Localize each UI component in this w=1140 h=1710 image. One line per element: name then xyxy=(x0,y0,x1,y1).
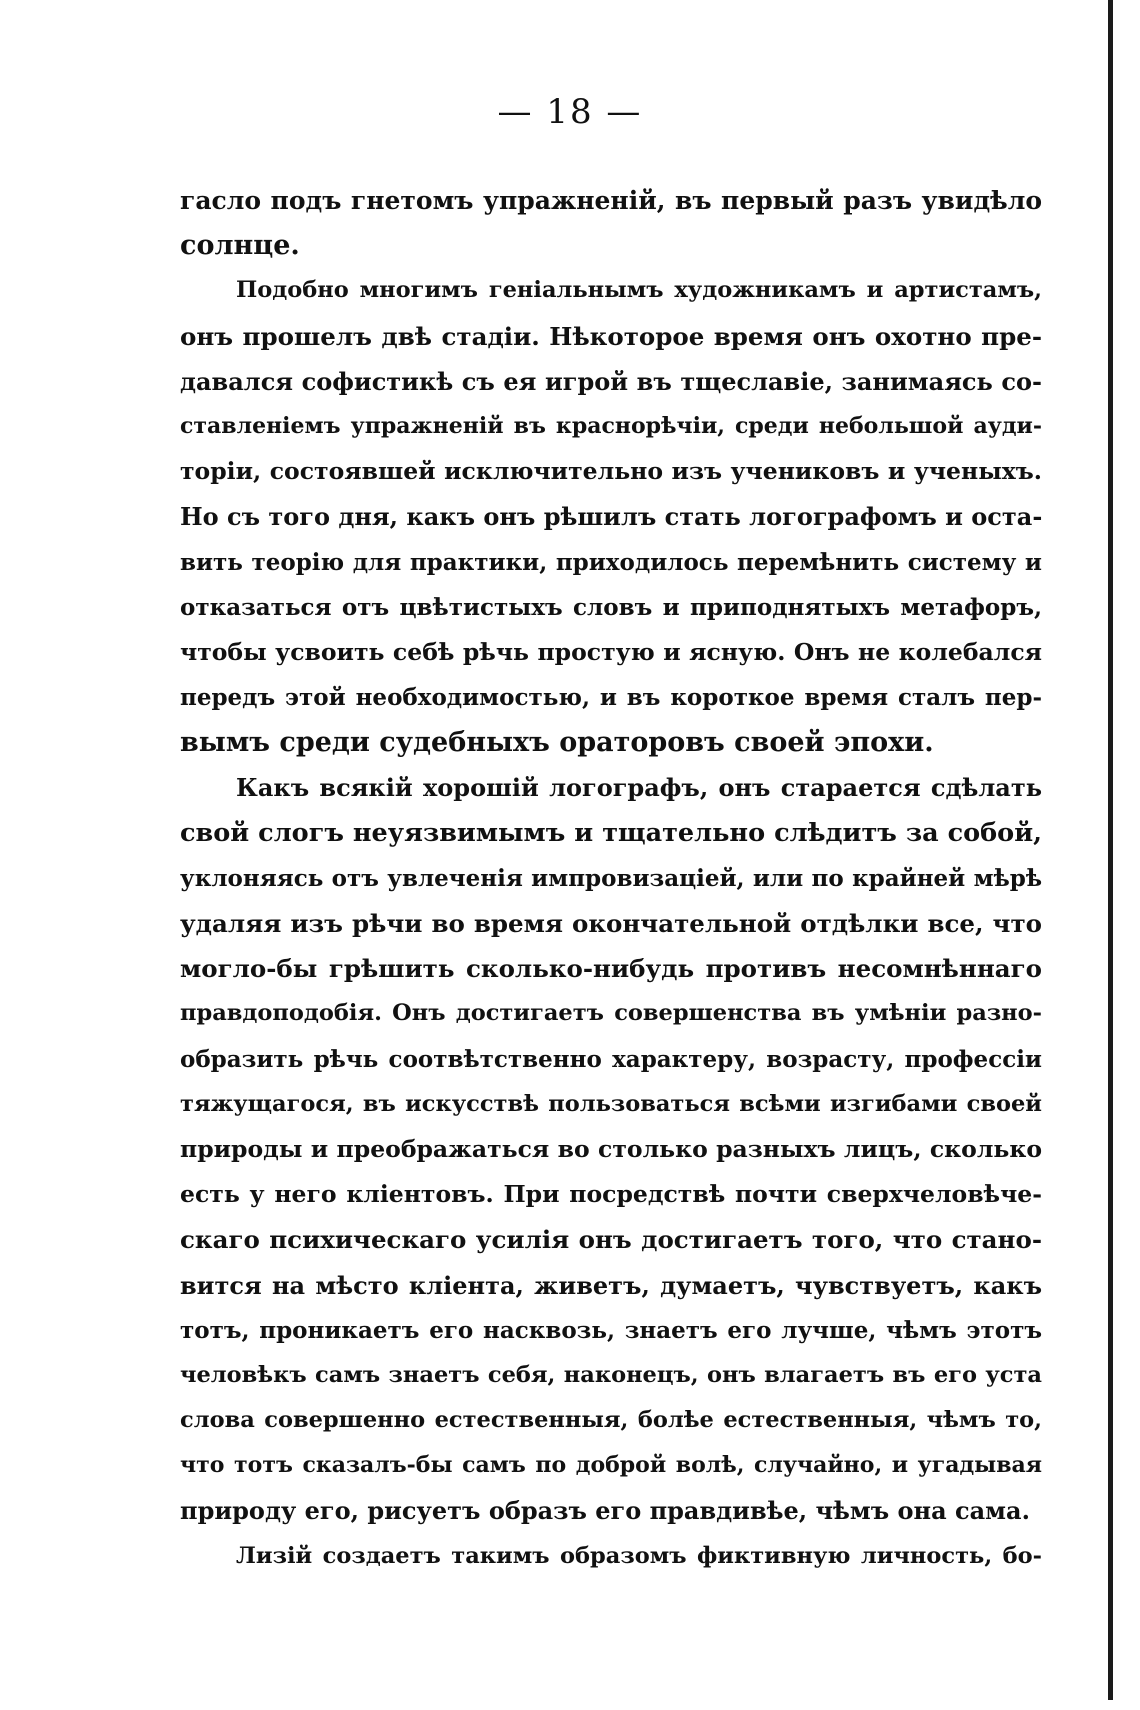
text-line: отказаться отъ цвѣтистыхъ словъ и приподнятыхъ метафоръ, xyxy=(180,593,1042,621)
text-line: природы и преображаться во столько разныхъ лицъ, сколько xyxy=(180,1134,1042,1163)
page-number: — 18 — xyxy=(497,92,643,132)
text-line: есть у него кліентовъ. При посредствѣ почти сверхчеловѣче- xyxy=(180,1180,1042,1209)
text-line: гасло подъ гнетомъ упражненій, въ первый разъ увидѣло xyxy=(180,186,1042,215)
text-line: вымъ среди судебныхъ ораторовъ своей эпохи. xyxy=(180,727,934,759)
text-line: ставленіемъ упражненій въ краснорѣчіи, среди небольшой ауди- xyxy=(180,412,1042,439)
text-line: слова совершенно естественныя, болѣе естественныя, чѣмъ то, xyxy=(180,1407,1042,1434)
text-line: вится на мѣсто кліента, живетъ, думаетъ, чувствуетъ, какъ xyxy=(180,1270,1042,1300)
text-line: тяжущагося, въ искусствѣ пользоваться всѣми изгибами своей xyxy=(180,1090,1042,1117)
text-line: человѣкъ самъ знаетъ себя, наконецъ, онъ влагаетъ въ его уста xyxy=(180,1361,1042,1388)
text-line: Лизій создаетъ такимъ образомъ фиктивную личность, бо- xyxy=(236,1542,1042,1569)
text-line: образить рѣчь соотвѣтственно характеру, возрасту, профессіи xyxy=(180,1045,1042,1073)
text-line: чтобы усвоить себѣ рѣчь простую и ясную. Онъ не колебался xyxy=(180,637,1042,666)
text-line: что тотъ сказалъ-бы самъ по доброй волѣ, случайно, и угадывая xyxy=(180,1452,1042,1479)
text-line: давался софистикѣ съ ея игрой въ тщеславіе, занимаясь со- xyxy=(180,366,1042,396)
text-line: правдоподобія. Онъ достигаетъ совершенства въ умѣніи разно- xyxy=(180,1000,1042,1027)
text-line: могло-бы грѣшить сколько-нибудь противъ несомнѣннаго xyxy=(180,954,1042,984)
text-line: Подобно многимъ геніальнымъ художникамъ и артистамъ, xyxy=(236,277,1042,304)
body-text xyxy=(180,178,1042,1579)
text-line: удаляя изъ рѣчи во время окончательной отдѣлки все, что xyxy=(180,909,1042,938)
page-edge-line xyxy=(1108,0,1113,1700)
text-line: вить теорію для практики, приходилось перемѣнить систему и xyxy=(180,548,1042,576)
text-line: солнце. xyxy=(180,230,300,262)
text-line: Какъ всякій хорошій логографъ, онъ старается сдѣлать xyxy=(236,773,1042,803)
text-line: передъ этой необходимостью, и въ короткое время сталъ пер- xyxy=(180,684,1042,712)
text-line: Но съ того дня, какъ онъ рѣшилъ стать логографомъ и оста- xyxy=(180,502,1042,532)
text-line: скаго психическаго усилія онъ достигаетъ того, что стано- xyxy=(180,1225,1042,1255)
text-line: тотъ, проникаетъ его насквозь, знаетъ его лучше, чѣмъ этотъ xyxy=(180,1316,1042,1344)
text-line: торіи, состоявшей исключительно изъ учениковъ и ученыхъ. xyxy=(180,457,1042,486)
text-line: онъ прошелъ двѣ стадіи. Нѣкоторое время онъ охотно пре- xyxy=(180,321,1042,351)
text-line: уклоняясь отъ увлеченія импровизаціей, или по крайней мѣрѣ xyxy=(180,864,1042,892)
text-line: природу его, рисуетъ образъ его правдивѣе, чѣмъ она сама. xyxy=(180,1496,1030,1526)
text-line: свой слогъ неуязвимымъ и тщательно слѣдитъ за собой, xyxy=(180,817,1042,848)
